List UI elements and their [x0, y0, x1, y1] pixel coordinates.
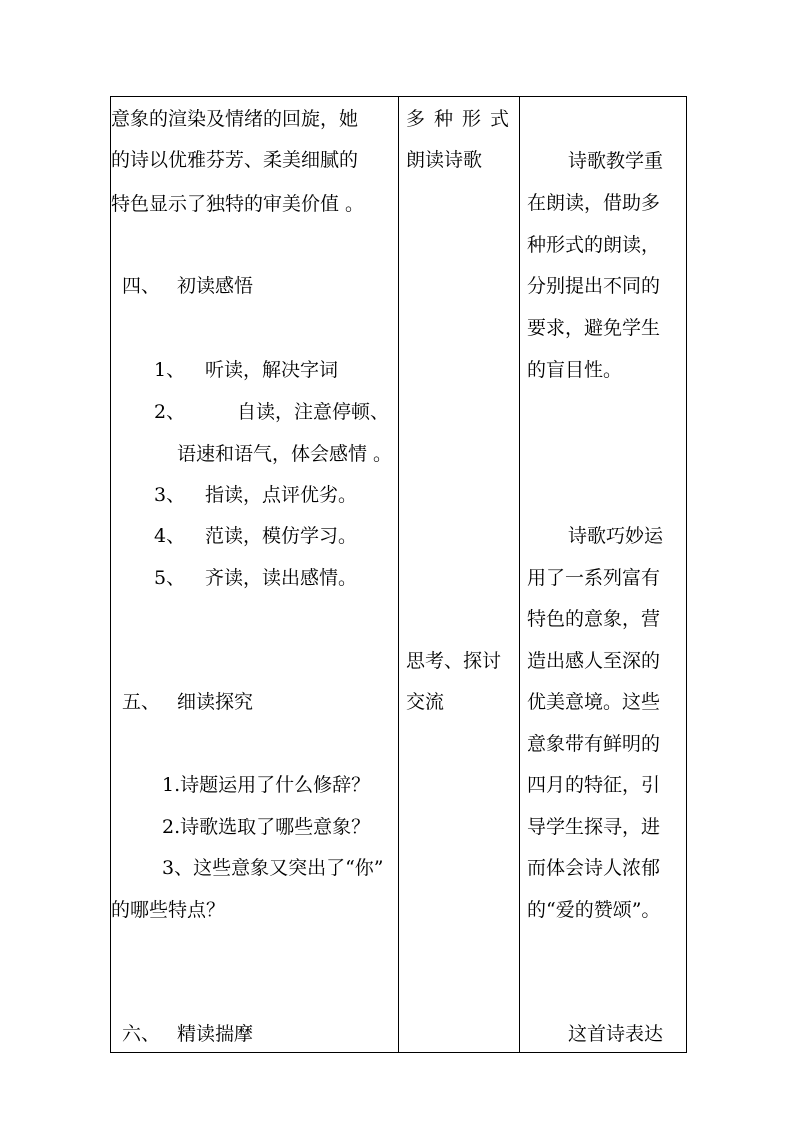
- s4-item2-text: 自读，注意停顿、: [237, 401, 390, 423]
- activity2-line1: 思考、探讨: [406, 650, 502, 672]
- section5-number: 五、: [122, 691, 161, 713]
- s5-question3: 3、这些意象又突出了“你”: [162, 857, 384, 879]
- section6-title: 精读揣摩: [177, 1023, 254, 1045]
- s4-item2-num: 2、: [154, 401, 186, 423]
- intent1-line3: 种形式的朗读，: [527, 234, 661, 256]
- intent1-line6: 的盲目性。: [527, 359, 623, 381]
- intent2-line5: 优美意境。这些: [527, 691, 661, 713]
- intent1-line1: 诗歌教学重: [568, 150, 664, 172]
- intent2-line3: 特色的意象，营: [527, 608, 661, 630]
- s4-item3-text: 指读，点评优劣。: [205, 484, 358, 506]
- s5-question3-cont: 的哪些特点？: [111, 899, 226, 921]
- intent2-line7: 四月的特征，引: [527, 774, 661, 796]
- intent1-line2: 在朗读，借助多: [527, 192, 661, 214]
- intent2-line9: 而体会诗人浓郁: [527, 857, 661, 879]
- section5-title: 细读探究: [177, 691, 254, 713]
- section6-number: 六、: [122, 1023, 161, 1045]
- s4-item5-num: 5、: [154, 567, 186, 589]
- intent2-line2: 用了一系列富有: [527, 567, 661, 589]
- intent2-line1: 诗歌巧妙运: [568, 525, 664, 547]
- s5-question2: 2.诗歌选取了哪些意象？: [162, 816, 371, 838]
- activity2-line2: 交流: [406, 691, 445, 713]
- lesson-plan-table: [110, 96, 687, 1053]
- section4-number: 四、: [122, 275, 161, 297]
- s4-item4-num: 4、: [154, 525, 186, 547]
- s4-item4-text: 范读，模仿学习。: [205, 525, 358, 547]
- intent1-line4: 分别提出不同的: [527, 275, 661, 297]
- section4-title: 初读感悟: [177, 275, 254, 297]
- intent2-line8: 导学生探寻，进: [527, 816, 661, 838]
- s4-item1-num: 1、: [154, 359, 186, 381]
- p1-line1: 意象的渲染及情绪的回旋，她: [111, 108, 359, 130]
- s4-item2-cont: 语速和语气，体会感情 。: [177, 443, 393, 465]
- intent2-line4: 造出感人至深的: [527, 650, 661, 672]
- activity1-line2: 朗读诗歌: [406, 149, 483, 171]
- intent3-line1: 这首诗表达: [568, 1023, 664, 1045]
- s4-item1-text: 听读，解决字词: [205, 359, 339, 381]
- intent1-line5: 要求，避免学生: [527, 317, 661, 339]
- activity1-line1: 多种形式: [406, 108, 519, 130]
- intent2-line10: 的“爱的赞颂”。: [527, 899, 661, 921]
- p1-line3: 特色显示了独特的审美价值 。: [111, 193, 365, 215]
- s5-question1: 1.诗题运用了什么修辞？: [162, 774, 371, 796]
- teaching-process-column: [111, 97, 399, 1052]
- p1-line2: 的诗以优雅芬芳、柔美细腻的: [111, 149, 359, 171]
- student-activity-column: [398, 97, 520, 1052]
- design-intent-column: [519, 97, 686, 1052]
- s4-item3-num: 3、: [154, 484, 186, 506]
- s4-item5-text: 齐读，读出感情。: [205, 567, 358, 589]
- intent2-line6: 意象带有鲜明的: [527, 733, 661, 755]
